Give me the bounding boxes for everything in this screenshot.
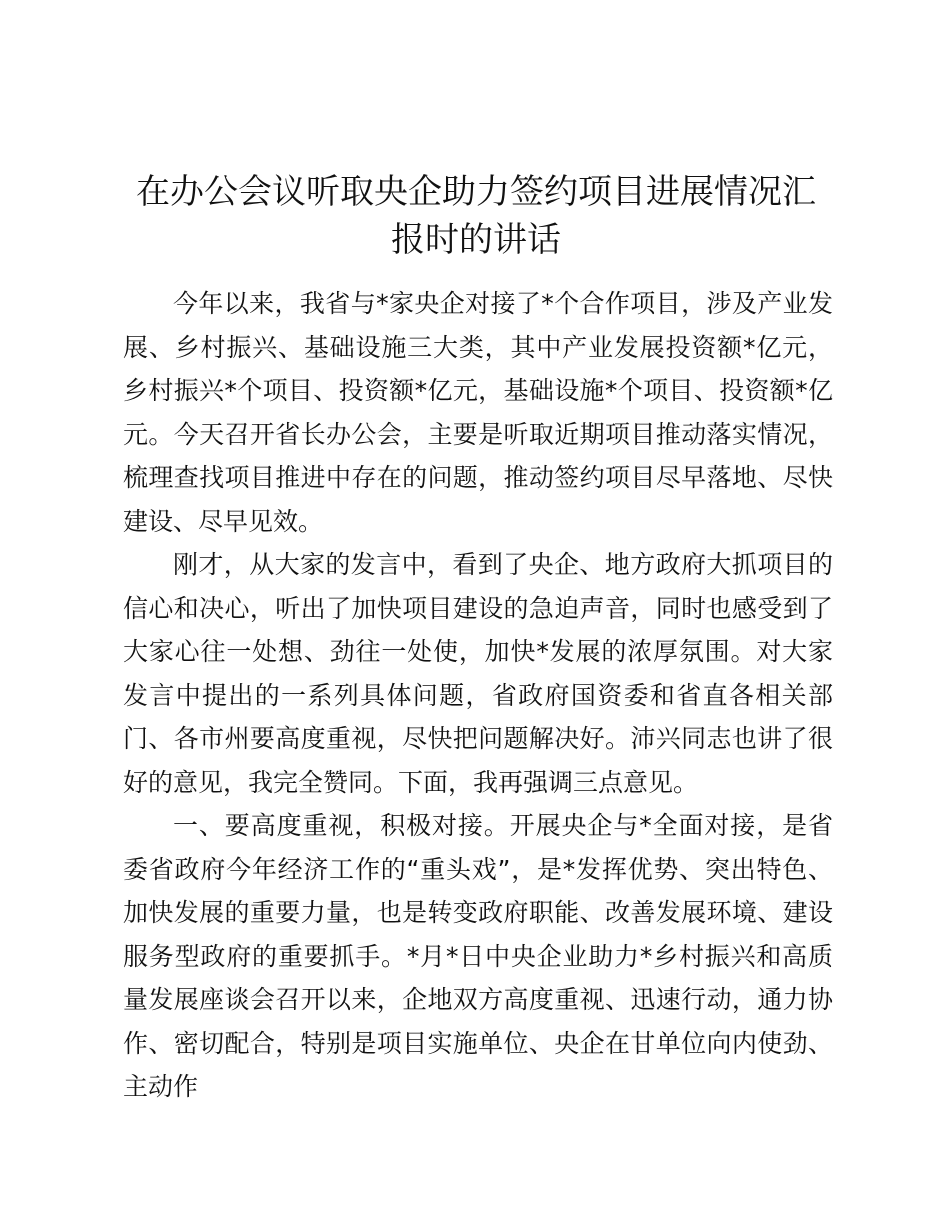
paragraph-intro: 今年以来，我省与*家央企对接了*个合作项目，涉及产业发展、乡村振兴、基础设施三大类，其中产业发展投资额*亿元，乡村振兴*个项目、投资额*亿元，基础设施*个项目、投资额*亿元。今天召开省长办公会，主要是听取近期项目推动落实情况，梳理查找项目推进中存在的问题，推动签约项目尽早落地、尽快建设、尽早见效。 (123, 289, 833, 536)
document-body (123, 282, 833, 1109)
paragraph-discussion: 刚才，从大家的发言中，看到了央企、地方政府大抓项目的信心和决心，听出了加快项目建设的急迫声音，同时也感受到了大家心往一处想、劲往一处使，加快*发展的浓厚氛围。对大家发言中提出的一系列具体问题，省政府国资委和省直各相关部门、各市州要高度重视，尽快把问题解决好。沛兴同志也讲了很好的意见，我完全赞同。下面，我再强调三点意见。 (123, 550, 833, 797)
document-title: 在办公会议听取央企助力签约项目进展情况汇报时的讲话 (136, 172, 816, 260)
paragraph-point-one: 一、要高度重视，积极对接。开展央企与*全面对接，是省委省政府今年经济工作的“重头戏”，是*发挥优势、突出特色、加快发展的重要力量，也是转变政府职能、改善发展环境、建设服务型政府的重要抓手。*月*日中央企业助力*乡村振兴和高质量发展座谈会召开以来，企地双方高度重视、迅速行动，通力协作、密切配合，特别是项目实施单位、央企在甘单位向内使劲、主动作 (123, 811, 833, 1101)
